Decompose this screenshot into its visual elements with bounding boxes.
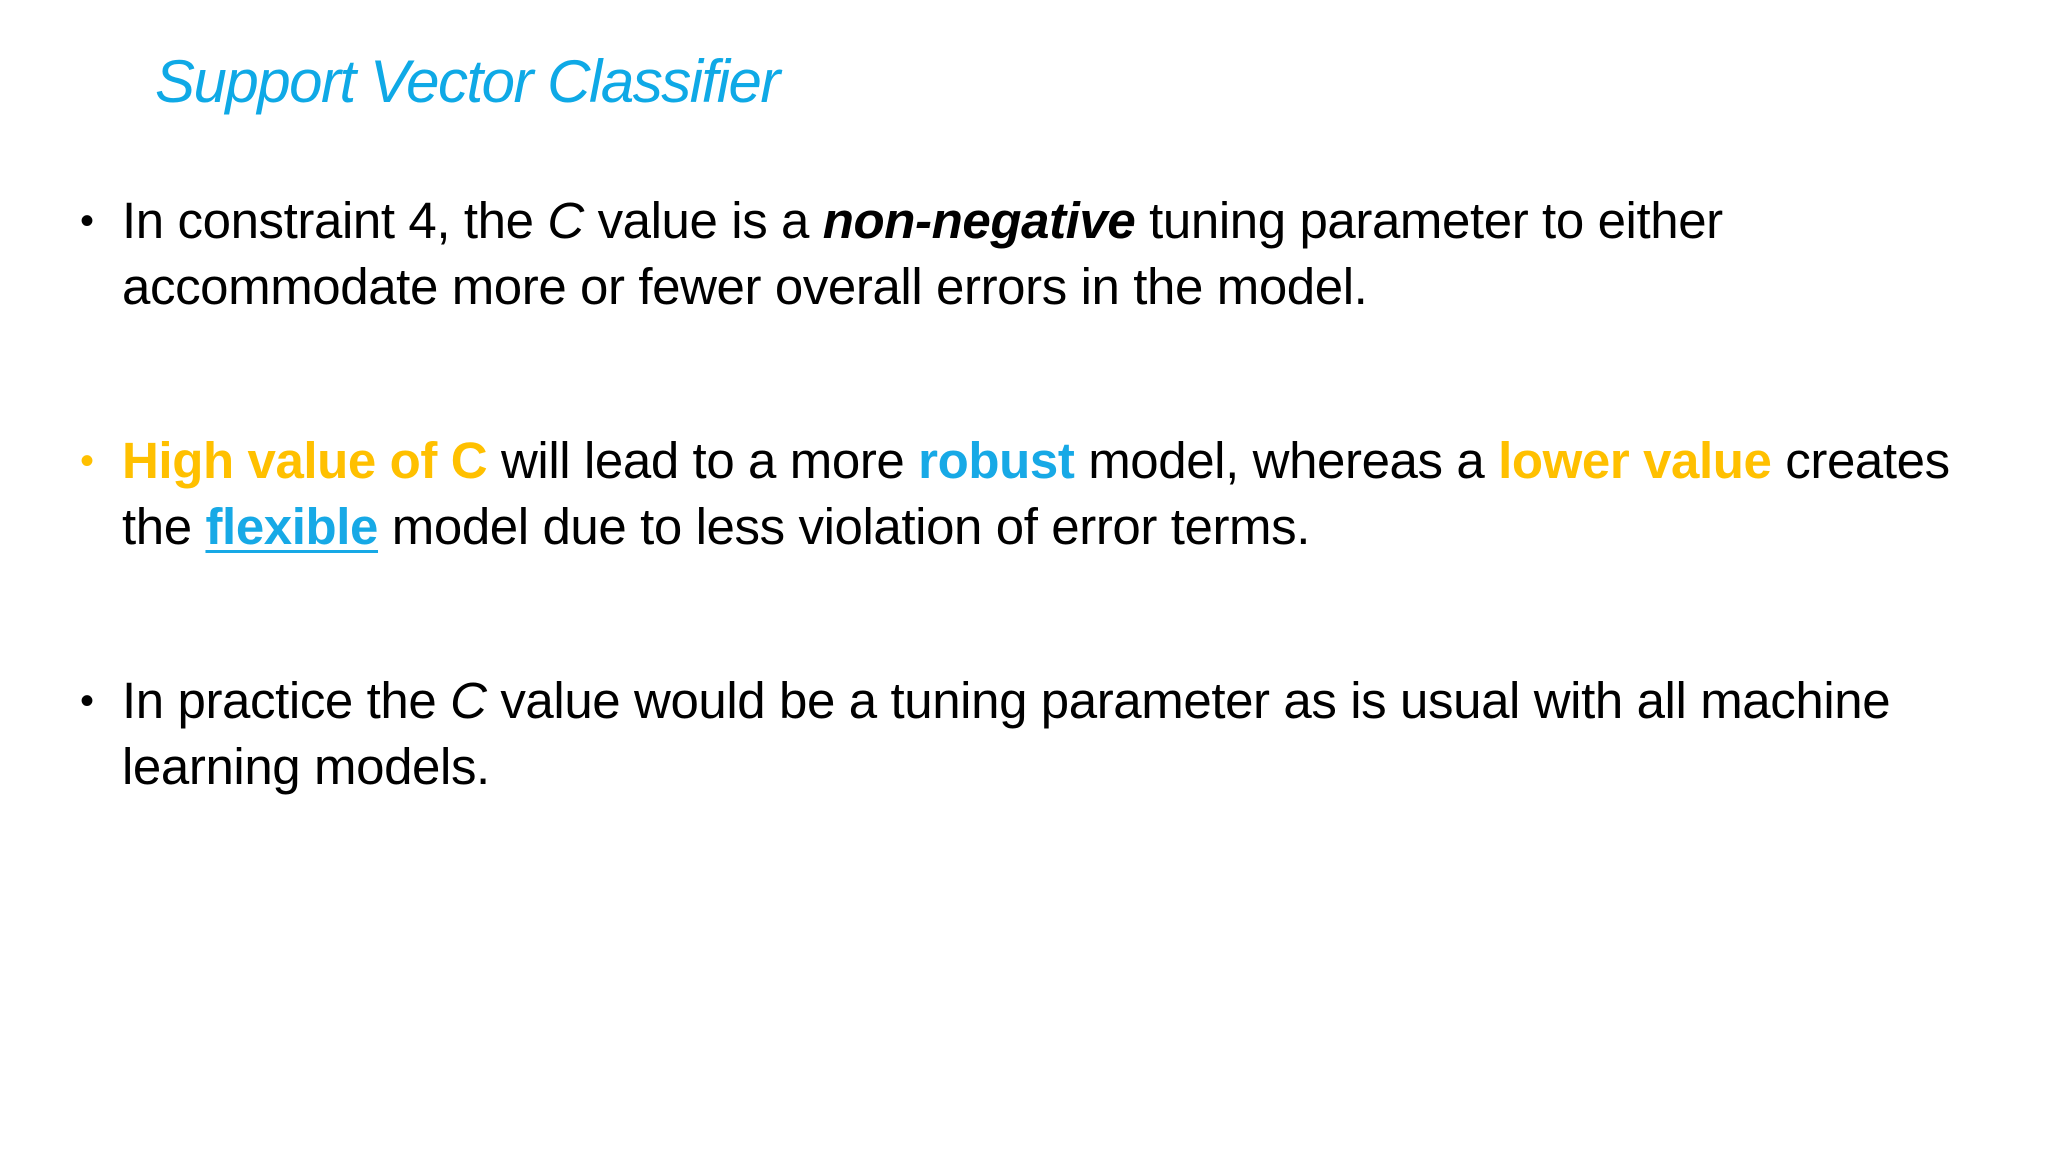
text-run: creates the xyxy=(122,432,1950,555)
bullet-item xyxy=(80,668,1980,800)
slide-title: Support Vector Classifier xyxy=(155,48,779,115)
bullet-dot-icon: • xyxy=(80,679,94,723)
text-run: value is a xyxy=(583,192,823,249)
bullet-item xyxy=(80,428,1980,560)
text-run: tuning parameter to either xyxy=(1135,192,1723,249)
bullet-list xyxy=(80,188,1980,800)
text-run-emphasis: C xyxy=(450,672,487,729)
text-run: machine learning models. xyxy=(122,672,1891,795)
flexible-link[interactable]: flexible xyxy=(205,498,379,555)
bullet-item xyxy=(80,188,1980,320)
text-run: will lead to a more xyxy=(487,432,919,489)
bullet-dot-icon: • xyxy=(80,439,94,483)
text-run: model due to less violation of error terms. xyxy=(378,498,1310,555)
text-run-highlight: lower value xyxy=(1498,432,1772,489)
text-run: accommodate more or fewer overall errors in the model. xyxy=(122,258,1368,315)
text-run-emphasis: non-negative xyxy=(822,192,1136,249)
text-run: value would be a tuning parameter as is usual with all xyxy=(486,672,1701,729)
text-run: model, whereas a xyxy=(1074,432,1499,489)
bullet-dot-icon: • xyxy=(80,199,94,243)
text-run-highlight: robust xyxy=(918,432,1075,489)
text-run: In practice the xyxy=(122,672,451,729)
text-run: In constraint 4, the xyxy=(122,192,548,249)
text-run-emphasis: C xyxy=(547,192,584,249)
text-run-highlight: High value of C xyxy=(122,432,488,489)
